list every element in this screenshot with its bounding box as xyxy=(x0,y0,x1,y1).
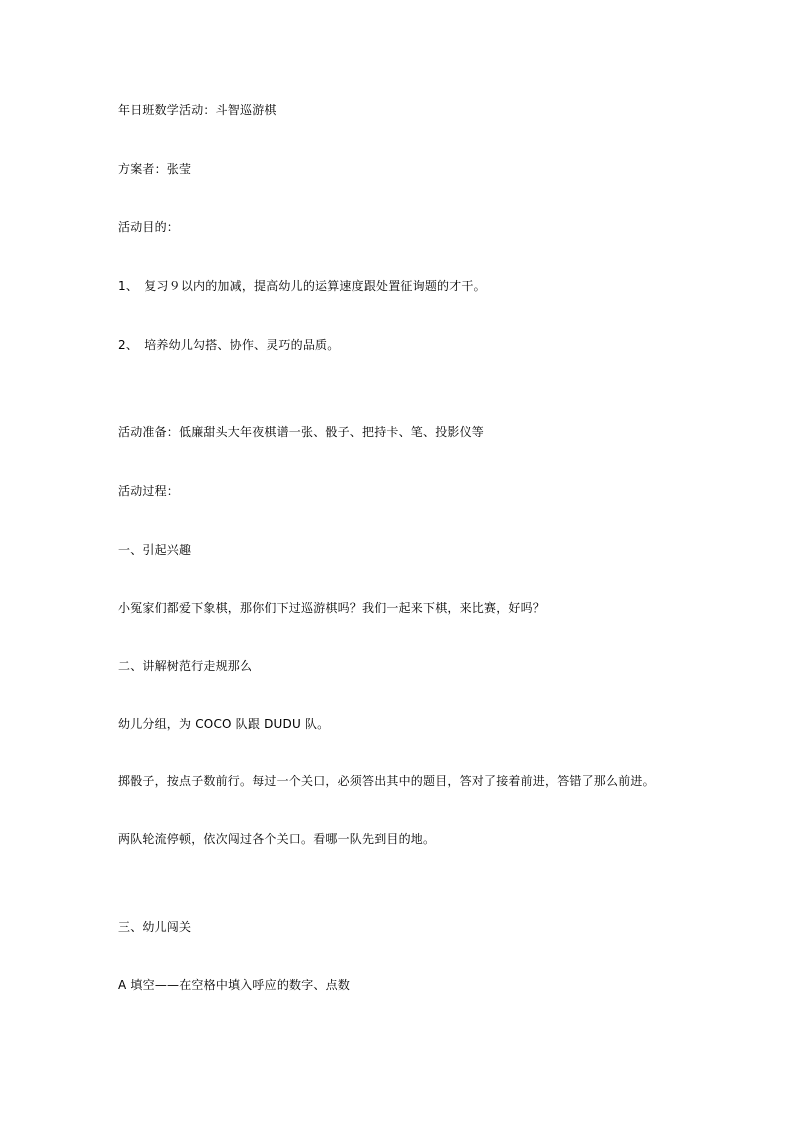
paragraph: 掷骰子，按点子数前行。每过一个关口，必须答出其中的题目，答对了接着前进，答错了那么前进。 xyxy=(118,774,655,788)
objective-item-2: 2、 培养幼儿勾搭、协作、灵巧的品质。 xyxy=(118,338,340,352)
step-heading-3: 三、幼儿闯关 xyxy=(118,920,192,934)
paragraph: A 填空——在空格中填入呼应的数字、点数 xyxy=(118,978,351,992)
paragraph: 两队轮流停顿，依次闯过各个关口。看哪一队先到目的地。 xyxy=(118,832,436,846)
step-heading-2: 二、讲解树范行走规那么 xyxy=(118,659,253,673)
preparation-line: 活动准备：低廉甜头大年夜棋谱一张、骰子、把持卡、笔、投影仪等 xyxy=(118,425,485,439)
paragraph: 幼儿分组，为 COCO 队跟 DUDU 队。 xyxy=(118,717,330,731)
step-heading-1: 一、引起兴趣 xyxy=(118,543,192,557)
section-heading-process: 活动过程： xyxy=(118,484,180,498)
objective-item-1: 1、 复习９以内的加减，提高幼儿的运算速度跟处置征询题的才干。 xyxy=(118,279,486,293)
document-title: 年日班数学活动：斗智巡游棋 xyxy=(118,103,277,117)
paragraph: 小冤家们都爱下象棋，那你们下过巡游棋吗？我们一起来下棋，来比赛，好吗？ xyxy=(118,601,546,615)
author-line: 方案者：张莹 xyxy=(118,162,192,176)
section-heading-objectives: 活动目的： xyxy=(118,220,180,234)
